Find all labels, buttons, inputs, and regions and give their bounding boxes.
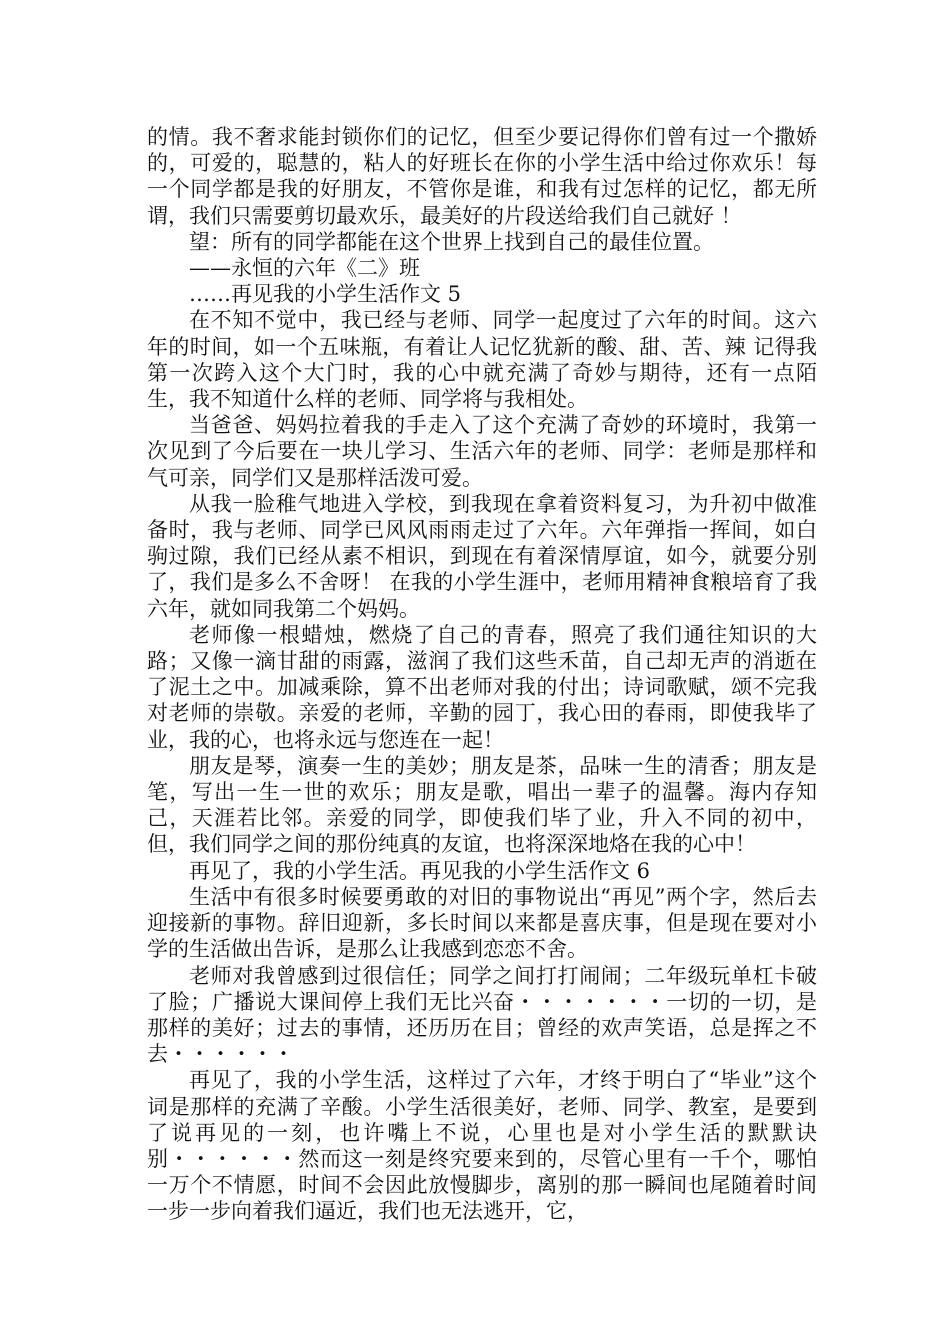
paragraph: 老师对我曾感到过很信任；同学之间打打闹闹；二年级玩单杠卡破了脸；广播说大课间停上我们无比兴奋・・・・・・・一切的一切，是那样的美好；过去的事情，还历历在目；曾经的欢声笑语，总是挥之不去・・・・・・ [147, 963, 817, 1067]
paragraph: 从我一脸稚气地进入学校，到我现在拿着资料复习，为升初中做准备时，我与老师、同学已风风雨雨走过了六年。六年弹指一挥间，如白驹过隙，我们已经从素不相识，到现在有着深情厚谊，如今，就要分别了，我们是多么不舍呀！ 在我的小学生涯中，老师用精神食粮培育了我六年，就如同我第二个妈妈。 [147, 491, 817, 621]
signature-line: ——永恒的六年《二》班 [189, 256, 420, 281]
paragraph: 的情。我不奢求能封锁你们的记忆，但至少要记得你们曾有过一个撒娇的，可爱的，聪慧的，粘人的好班长在你的小学生活中给过你欢乐！每一个同学都是我的好朋友，不管你是谁，和我有过怎样的记忆，都无所谓，我们只需要剪切最欢乐，最美好的片段送给我们自己就好 ！ [147, 125, 817, 228]
paragraph: 在不知不觉中，我已经与老师、同学一起度过了六年的时间。这六年的时间，如一个五味瓶，有着让人记忆犹新的酸、甜、苦、辣 记得我第一次跨入这个大门时，我的心中就充满了奇妙与期待，还有一点陌生，我不知道什么样的老师、同学将与我相处。 [147, 308, 817, 412]
paragraph: 当爸爸、妈妈拉着我的手走入了这个充满了奇妙的环境时，我第一次见到了今后要在一块儿学习、生活六年的老师、同学：老师是那样和气可亲，同学们又是那样活泼可爱。 [147, 413, 817, 490]
paragraph: 生活中有很多时候要勇敢的对旧的事物说出“再见”两个字，然后去迎接新的事物。辞旧迎新，多长时间以来都是喜庆事，但是现在要对小学的生活做出告诉，是那么让我感到恋恋不舍。 [147, 884, 817, 962]
essay-heading: ……再见我的小学生活作文 5 [189, 282, 462, 307]
essay-heading: 再见了，我的小学生活。再见我的小学生活作文 6 [189, 858, 651, 883]
paragraph: 朋友是琴，演奏一生的美妙；朋友是茶，品味一生的清香；朋友是笔，写出一生一世的欢乐；朋友是歌，唱出一辈子的温馨。海内存知己，天涯若比邻。亲爱的同学，即使我们毕了业，升入不同的初中，但，我们同学之间的那份纯真的友谊，也将深深地烙在我的心中！ [147, 753, 817, 857]
paragraph: 望：所有的同学都能在这个世界上找到自己的最佳位置。 [189, 229, 714, 254]
paragraph: 再见了，我的小学生活，这样过了六年，才终于明白了“毕业”这个词是那样的充满了辛酸。小学生活很美好，老师、同学、教室，是要到了说再见的一刻，也许嘴上不说，心里也是对小学生活的默默诀别・・・・・・然而这一刻是终究要来到的，尽管心里有一千个，哪怕一万个不情愿，时间不会因此放慢脚步，离别的那一瞬间也尾随着时间一步一步向着我们逼近，我们也无法逃开，它， [147, 1068, 817, 1224]
paragraph: 老师像一根蜡烛，燃烧了自己的青春，照亮了我们通往知识的大路；又像一滴甘甜的雨露，滋润了我们这些禾苗，自己却无声的消逝在了泥土之中。加减乘除，算不出老师对我的付出；诗词歌赋，颂不完我对老师的崇敬。亲爱的老师，辛勤的园丁，我心田的春雨，即使我毕了业，我的心，也将永远与您连在一起！ [147, 622, 817, 752]
document-body [147, 124, 817, 1225]
